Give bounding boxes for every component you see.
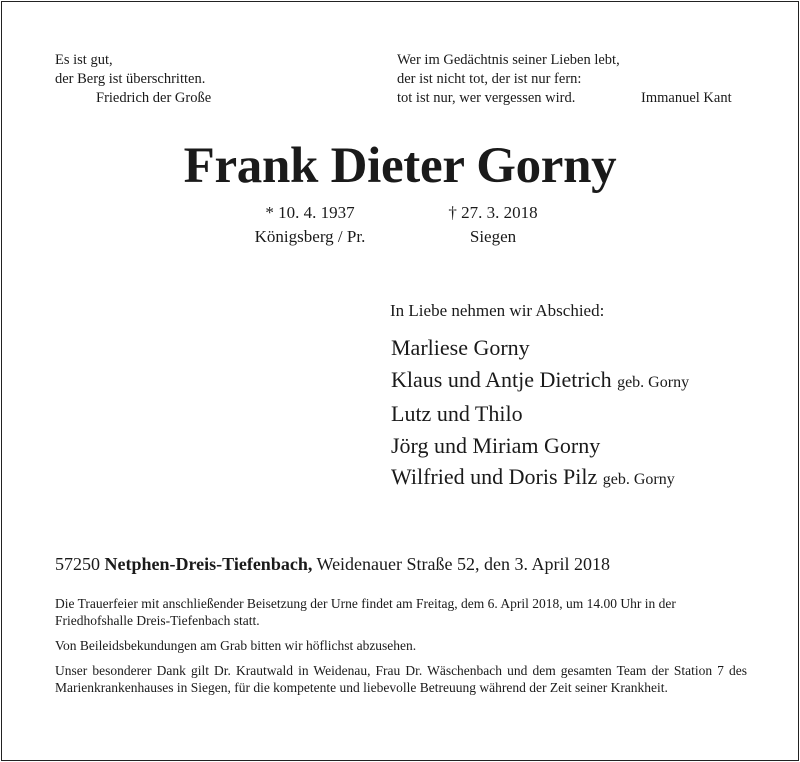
paragraph-thanks: Unser besonderer Dank gilt Dr. Krautwald in Weidenau, Frau Dr. Wäschenbach und dem gesamten Team der Station 7 des Marienkrankenhauses in Siegen, für die kompetente und liebevolle Betreuung während der Zeit seiner Krankheit. <box>55 663 747 695</box>
mourner-entry <box>391 430 689 462</box>
mourner-name: Lutz und Thilo <box>391 401 523 426</box>
quote-right <box>397 51 620 108</box>
quote-left-line: Es ist gut, <box>55 52 113 68</box>
mourner-note: geb. Gorny <box>617 373 690 391</box>
death-place: Siegen <box>469 227 517 246</box>
mourner-name: Marliese Gorny <box>391 335 530 360</box>
quote-right-line: Wer im Gedächtnis seiner Lieben lebt, <box>397 52 620 68</box>
quote-right-line: der ist nicht tot, der ist nur fern: <box>397 71 582 87</box>
birth-date: * 10. 4. 1937 <box>265 203 355 222</box>
mourners-list <box>391 332 689 496</box>
death-info <box>418 201 568 249</box>
quote-left-author: Friedrich der Große <box>96 90 212 106</box>
address-postcode: 57250 <box>55 554 100 574</box>
mourner-name: Wilfried und Doris Pilz <box>391 464 598 489</box>
paragraph-funeral: Die Trauerfeier mit anschließender Beisetzung der Urne findet am Freitag, dem 6. April 2018, um 14.00 Uhr in der Friedhofshalle Dreis-Tiefenbach statt. <box>55 596 676 628</box>
mourner-entry <box>391 461 689 496</box>
address-rest: Weidenauer Straße 52, den 3. April 2018 <box>316 554 610 574</box>
mourner-name: Klaus und Antje Dietrich <box>391 366 612 392</box>
quote-right-line: tot ist nur, wer vergessen wird. <box>397 90 576 106</box>
quote-left <box>55 51 211 108</box>
mourner-name: Jörg und Miriam Gorny <box>391 432 601 458</box>
address-line <box>55 552 610 576</box>
mourner-entry <box>391 364 689 399</box>
mourner-entry <box>391 332 689 364</box>
death-date: † 27. 3. 2018 <box>448 203 538 222</box>
birth-place: Königsberg / Pr. <box>254 227 366 246</box>
paragraph-condolences: Von Beileidsbekundungen am Grab bitten wir höflichst abzusehen. <box>55 638 417 653</box>
mourner-note: geb. Gorny <box>602 471 675 488</box>
mourners-intro: In Liebe nehmen wir Abschied: <box>390 301 605 320</box>
quote-right-author: Immanuel Kant <box>641 90 732 106</box>
birth-info <box>230 201 390 249</box>
address-town: Netphen-Dreis-Tiefenbach, <box>104 554 313 574</box>
mourner-entry <box>391 398 689 430</box>
quote-left-line: der Berg ist überschritten. <box>55 71 206 87</box>
deceased-name: Frank Dieter Gorny <box>183 138 617 194</box>
